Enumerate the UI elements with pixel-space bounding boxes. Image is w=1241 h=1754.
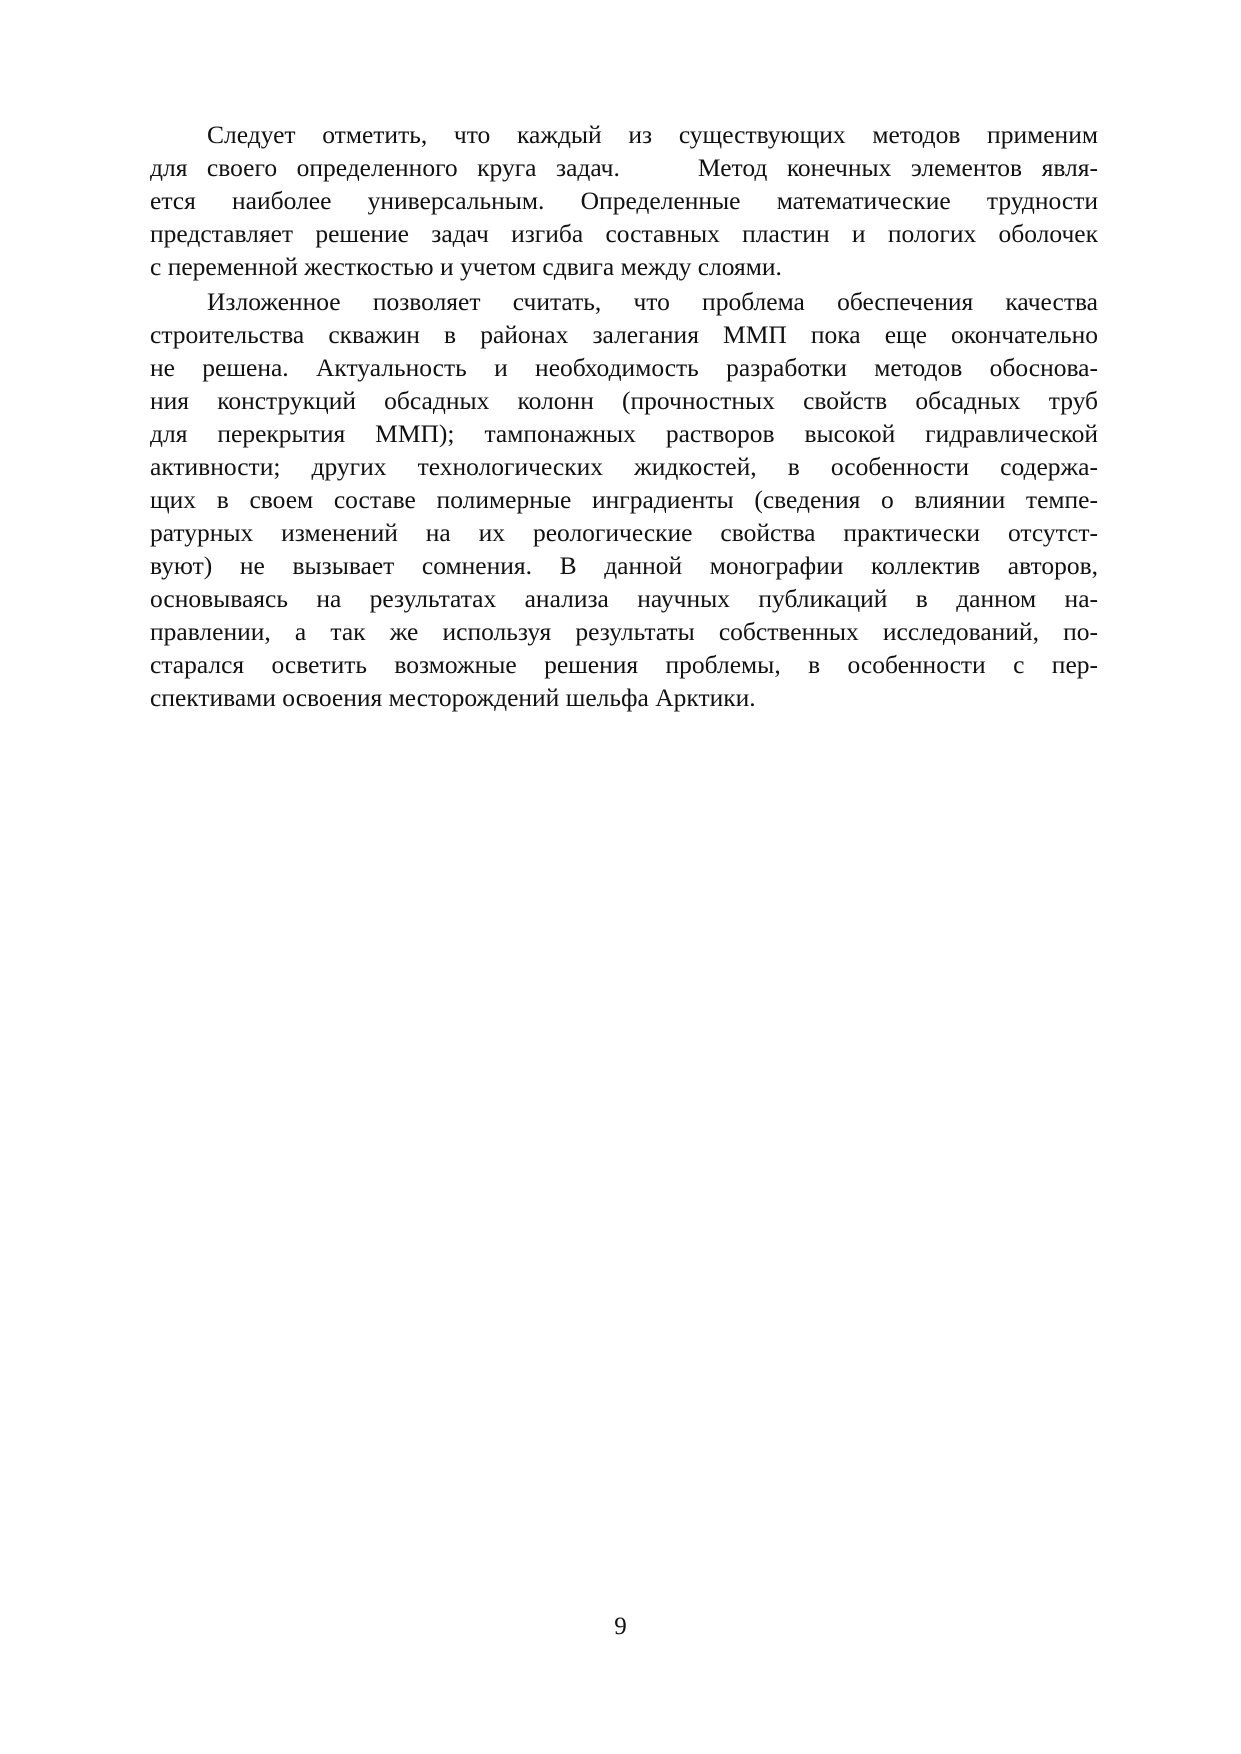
- text-line: Следует отметить, что каждый из существующих методов применим: [207, 120, 1098, 149]
- page-number: 9: [614, 1613, 627, 1640]
- paragraph-1: [150, 118, 1098, 283]
- text-line: вуют) не вызывает сомнения. В данной монографии коллектив авторов,: [150, 551, 1098, 580]
- paragraph-2: [150, 285, 1098, 714]
- text-line: с переменной жесткостью и учетом сдвига между слоями.: [150, 252, 782, 281]
- text-line: не решена. Актуальность и необходимость разработки методов обоснова-: [150, 353, 1098, 382]
- text-line: правлении, а так же используя результаты собственных исследований, по-: [150, 617, 1098, 646]
- body-text: [150, 118, 1098, 714]
- text-line: ется наиболее универсальным. Определенные математические трудности: [150, 186, 1098, 215]
- text-line: ния конструкций обсадных колонн (прочностных свойств обсадных труб: [150, 386, 1098, 415]
- text-line: для перекрытия ММП); тампонажных растворов высокой гидравлической: [150, 419, 1098, 448]
- text-line: ратурных изменений на их реологические свойства практически отсутст-: [150, 518, 1098, 547]
- text-line: основываясь на результатах анализа научных публикаций в данном на-: [150, 584, 1098, 613]
- text-line: активности; других технологических жидкостей, в особенности содержа-: [150, 452, 1098, 481]
- text-line: щих в своем составе полимерные инградиенты (сведения о влиянии темпе-: [150, 485, 1098, 514]
- text-line: для своего определенного круга задач. Метод конечных элементов явля-: [150, 153, 1098, 182]
- text-line: Изложенное позволяет считать, что проблема обеспечения качества: [207, 287, 1098, 316]
- text-line: старался осветить возможные решения проблемы, в особенности с пер-: [150, 650, 1098, 679]
- text-line: представляет решение задач изгиба составных пластин и пологих оболочек: [150, 219, 1098, 248]
- text-line: строительства скважин в районах залегания ММП пока еще окончательно: [150, 320, 1098, 349]
- text-line: спективами освоения месторождений шельфа Арктики.: [150, 683, 756, 712]
